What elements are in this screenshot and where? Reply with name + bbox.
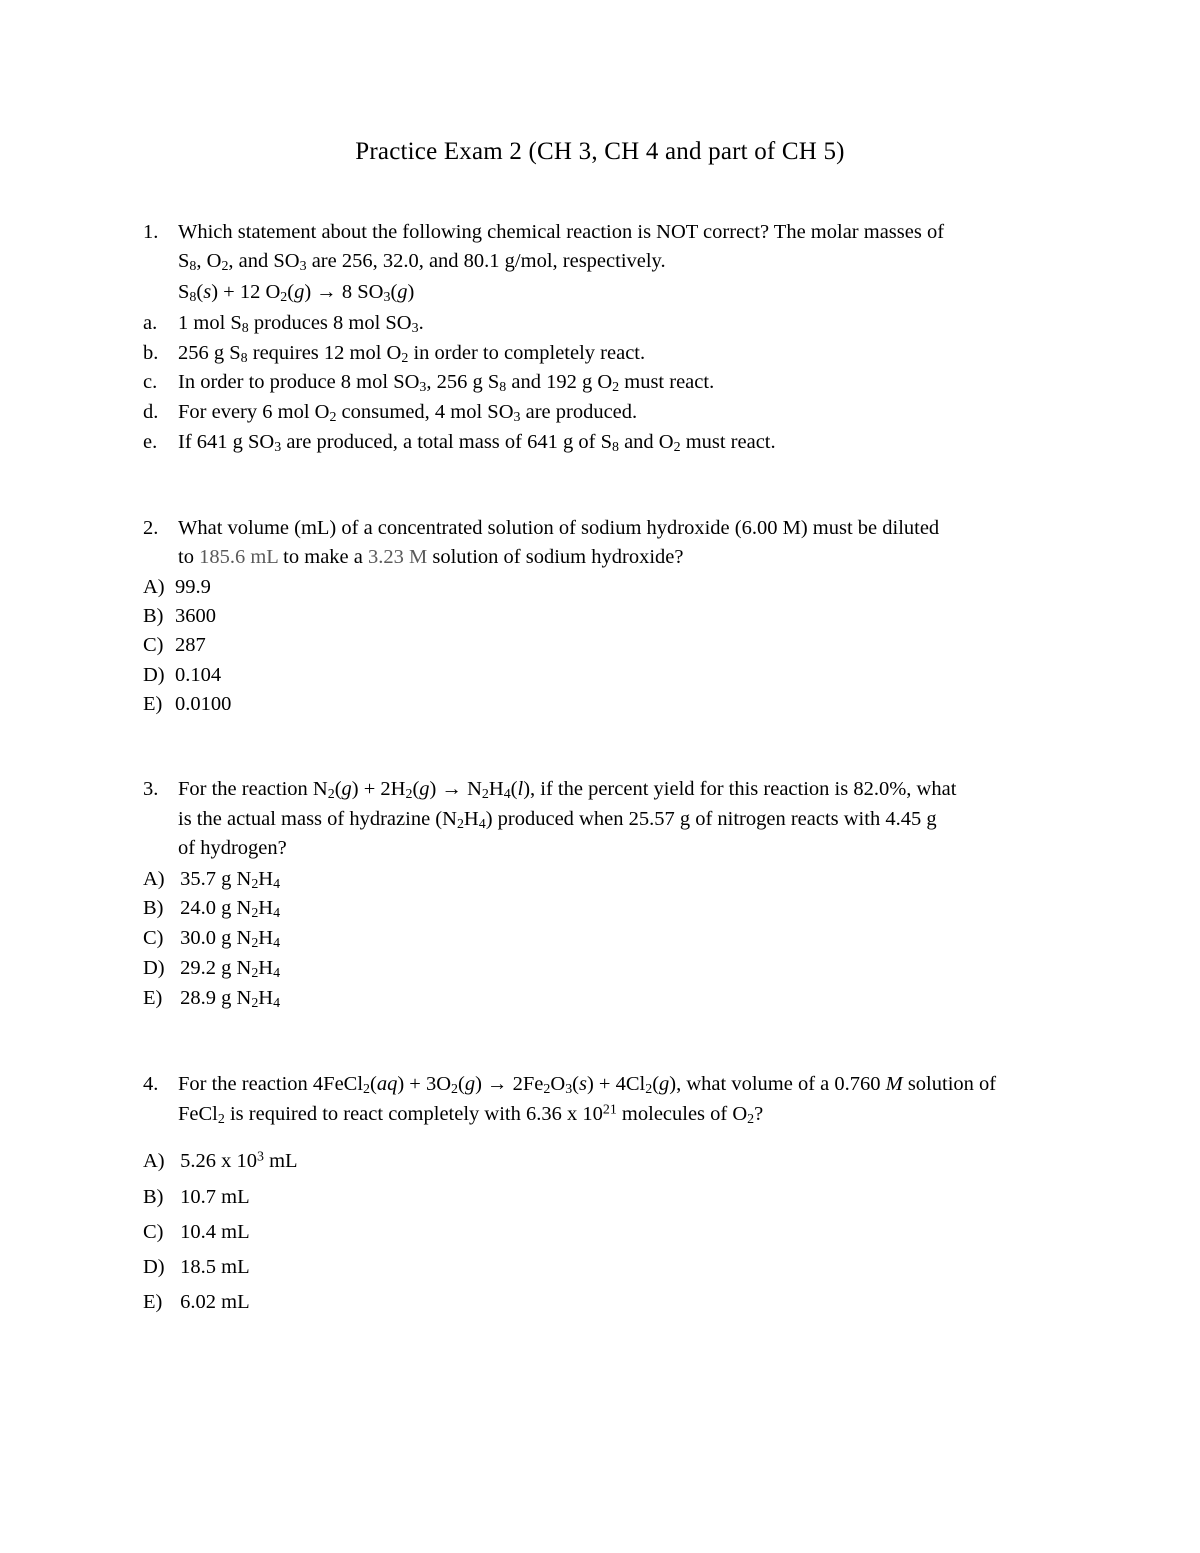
choice-text: 99.9 <box>175 576 211 599</box>
choice-item[interactable] <box>143 368 1085 398</box>
choice-label: A) <box>143 1150 165 1173</box>
choice-text: 18.5 mL <box>175 1255 250 1278</box>
choice-label: a. <box>143 311 158 334</box>
choice-label: D) <box>143 957 165 980</box>
choice-item[interactable] <box>143 428 1085 458</box>
highlight-molarity: 3.23 M <box>368 546 428 569</box>
choice-item[interactable] <box>143 1253 1085 1282</box>
choice-text: 10.7 mL <box>175 1185 250 1208</box>
choice-label: e. <box>143 431 158 454</box>
choice-text: 3600 <box>175 605 216 628</box>
choice-text: 0.104 <box>175 663 222 686</box>
choice-label: B) <box>143 1185 164 1208</box>
choice-label: B) <box>143 605 164 628</box>
stem-fragment: to <box>178 546 200 569</box>
choice-item[interactable] <box>143 339 1085 369</box>
question-1-stem-line2: $S_8$, $O_2$, and $SO_3$ are 256, 32.0, and 80.1 g/mol, respectively. <box>178 250 666 275</box>
choice-item[interactable] <box>143 309 1085 339</box>
choice-text: 30.0 g $N_2H_4$ <box>175 927 281 952</box>
highlight-volume: 185.6 mL <box>199 546 279 569</box>
choice-text: 256 g $S_8$ requires 12 mol $O_2$ in order to completely react. <box>178 341 646 366</box>
choice-text: 10.4 mL <box>175 1220 250 1243</box>
question-3-stem-line3: of hydrogen? <box>178 837 287 860</box>
choice-item[interactable] <box>143 984 1085 1014</box>
question-3-choices <box>143 865 1085 1014</box>
question-1-equation: $S_8(s) + 12$ $O_2(g) \to 8$ $SO_3(g)$ <box>178 280 415 306</box>
choice-label: E) <box>143 692 163 715</box>
choice-item[interactable] <box>143 1288 1085 1317</box>
choice-label: b. <box>143 341 159 364</box>
question-4-stem-line2: FeCl$_2$ is required to react completely with 6.36 x $10^{21}$ molecules of $O_2$? <box>178 1101 764 1127</box>
question-4-number: 4. <box>143 1072 159 1095</box>
choice-text: 35.7 g $N_2H_4$ <box>175 867 281 892</box>
choice-label: c. <box>143 371 158 394</box>
question-1 <box>143 218 1085 458</box>
question-1-choices <box>143 309 1085 458</box>
spacer <box>143 763 1085 775</box>
choice-item[interactable] <box>143 602 1085 631</box>
spacer <box>143 1014 1085 1058</box>
choice-item[interactable] <box>143 954 1085 984</box>
choice-label: E) <box>143 1290 163 1313</box>
question-3 <box>143 775 1085 1014</box>
choice-label: A) <box>143 867 165 890</box>
choice-item[interactable] <box>143 573 1085 602</box>
choice-text: 24.0 g $N_2H_4$ <box>175 897 281 922</box>
choice-item[interactable] <box>143 1218 1085 1247</box>
question-2 <box>143 514 1085 719</box>
question-3-number: 3. <box>143 777 159 800</box>
document-body <box>0 166 1200 1317</box>
stem-fragment: to make a <box>278 546 368 569</box>
choice-item[interactable] <box>143 865 1085 895</box>
choice-text: 287 <box>175 634 206 657</box>
choice-text: If 641 g $SO_3$ are produced, a total mass of 641 g of $S_8$ and $O_2$ must react. <box>178 431 776 456</box>
stem-fragment: solution of sodium hydroxide? <box>427 546 684 569</box>
choice-text: 28.9 g $N_2H_4$ <box>175 986 281 1012</box>
question-4-stem-line1: For the reaction 4FeCl$_2$(aq) + $3O_2(g) \to 2Fe_2O_3(s) + 4Cl_2(g)$, what volume of a 0.760 M solution of <box>178 1072 997 1097</box>
choice-item[interactable] <box>143 398 1085 428</box>
question-2-number: 2. <box>143 517 159 540</box>
spacer <box>143 502 1085 514</box>
question-1-stem-line1: Which statement about the following chemical reaction is NOT correct? The molar masses of <box>178 221 945 243</box>
choice-label: B) <box>143 897 164 920</box>
choice-label: C) <box>143 1220 164 1243</box>
choice-text: In order to produce 8 mol $SO_3$, 256 g $S_8$ and 192 g $O_2$ must react. <box>178 371 715 396</box>
choice-label: A) <box>143 576 165 599</box>
question-1-number: 1. <box>143 221 159 243</box>
choice-item[interactable] <box>143 631 1085 660</box>
choice-item[interactable] <box>143 661 1085 690</box>
spacer <box>143 458 1085 502</box>
choice-item[interactable] <box>143 1183 1085 1212</box>
question-3-stem-line2: is the actual mass of hydrazine $(N_2H_4)$ produced when 25.57 g of nitrogen reacts with 4.45 g <box>178 807 937 832</box>
choice-label: D) <box>143 1255 165 1278</box>
choice-label: E) <box>143 986 163 1009</box>
choice-text: 6.02 mL <box>175 1290 250 1313</box>
spacer <box>143 719 1085 763</box>
choice-item[interactable] <box>143 690 1085 719</box>
choice-item[interactable] <box>143 924 1085 954</box>
choice-text: 1 mol $S_8$ produces 8 mol $SO_3$. <box>178 311 424 336</box>
spacer <box>143 1058 1085 1070</box>
choice-item[interactable] <box>143 1147 1085 1176</box>
choice-label: d. <box>143 401 159 424</box>
choice-label: C) <box>143 634 164 657</box>
question-2-choices <box>143 573 1085 719</box>
question-2-stem-line2 <box>178 543 1085 572</box>
choice-item[interactable] <box>143 894 1085 924</box>
choice-text: For every 6 mol $O_2$ consumed, 4 mol $SO_3$ are produced. <box>178 401 638 426</box>
question-4-choices <box>143 1147 1085 1317</box>
choice-label: C) <box>143 927 164 950</box>
choice-label: D) <box>143 663 165 686</box>
choice-text: 29.2 g $N_2H_4$ <box>175 957 281 982</box>
page-title: Practice Exam 2 (CH 3, CH 4 and part of CH 5) <box>355 138 845 165</box>
question-3-stem-line1: For the reaction $N_2(g) + 2H_2(g) \to N_2H_4(l)$, if the percent yield for this reaction is 82.0%, what <box>178 777 957 802</box>
choice-text: 5.26 x $10^3$ mL <box>175 1149 298 1173</box>
question-2-stem-line1: What volume (mL) of a concentrated solution of sodium hydroxide (6.00 M) must be diluted <box>178 517 940 540</box>
choice-text: 0.0100 <box>175 692 232 715</box>
question-4 <box>143 1070 1085 1317</box>
